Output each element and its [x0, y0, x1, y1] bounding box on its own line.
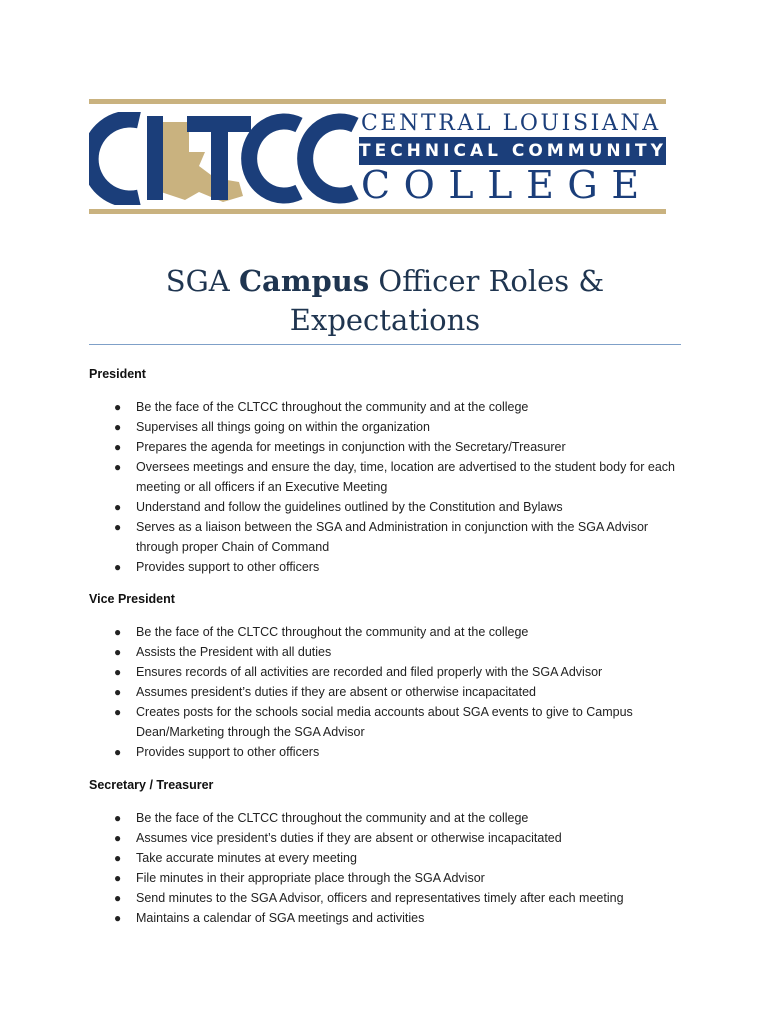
logo-top-rule — [89, 99, 666, 104]
list-item: ● Prepares the agenda for meetings in conjunction with the Secretary/Treasurer — [114, 440, 566, 454]
list-item: ● Maintains a calendar of SGA meetings and activities — [114, 911, 425, 925]
list-item: ● Supervises all things going on within the organization — [114, 420, 430, 434]
bullet-list — [89, 808, 689, 928]
list-item: ● Serves as a liaison between the SGA and Administration in conjunction with the SGA Advisor through proper Chain of Command — [114, 520, 649, 554]
section-heading: President — [89, 367, 146, 381]
section-president — [89, 364, 689, 577]
list-item: ● Be the face of the CLTCC throughout the community and at the college — [114, 400, 529, 414]
section-secretary-treasurer — [89, 775, 689, 928]
logo-letter-c3 — [305, 122, 355, 196]
list-item: ● Be the face of the CLTCC throughout the community and at the college — [114, 625, 529, 639]
title-underline — [89, 344, 681, 345]
section-heading: Secretary / Treasurer — [89, 778, 214, 792]
logo-text-central-louisiana: CENTRAL LOUISIANA — [361, 111, 661, 136]
list-item: ● Assists the President with all duties — [114, 645, 332, 659]
list-item: ● Take accurate minutes at every meeting — [114, 851, 357, 865]
logo-letter-c1 — [90, 119, 139, 199]
list-item: ● Assumes vice president’s duties if they are absent or otherwise incapacitated — [114, 831, 562, 845]
list-item: ● Assumes president’s duties if they are absent or otherwise incapacitated — [114, 685, 536, 699]
section-vice-president — [89, 589, 689, 762]
list-item: ● Provides support to other officers — [114, 560, 320, 574]
list-item: ● Ensures records of all activities are recorded and filed properly with the SGA Advisor — [114, 665, 603, 679]
page-title: SGA Campus Officer Roles & Expectations — [165, 264, 605, 337]
logo-text-technical-community: TECHNICAL COMMUNITY — [359, 137, 666, 165]
list-item: ● Be the face of the CLTCC throughout the community and at the college — [114, 811, 529, 825]
logo-text-college: COLLEGE — [361, 163, 653, 207]
cltcc-logo-mark — [89, 112, 359, 205]
logo-letter-l — [147, 116, 163, 200]
louisiana-state-shape — [149, 122, 243, 202]
list-item: ● Understand and follow the guidelines outlined by the Constitution and Bylaws — [114, 500, 563, 514]
logo-letter-c2 — [249, 122, 299, 196]
logo-bottom-rule — [89, 209, 666, 214]
logo-letter-t-stem — [211, 116, 228, 200]
bullet-list — [89, 397, 689, 577]
list-item: ● Provides support to other officers — [114, 745, 320, 759]
list-item: ● Creates posts for the schools social media accounts about SGA events to give to Campus Dean/Marketing through the SGA Advisor — [114, 705, 633, 739]
bullet-list — [89, 622, 689, 762]
list-item: ● Oversees meetings and ensure the day, time, location are advertised to the student body for each meeting or all officers if an Executive Meeting — [114, 460, 675, 494]
list-item: ● File minutes in their appropriate place through the SGA Advisor — [114, 871, 485, 885]
section-heading: Vice President — [89, 592, 175, 606]
cltcc-logo — [89, 99, 666, 216]
list-item: ● Send minutes to the SGA Advisor, officers and representatives timely after each meeting — [114, 891, 624, 905]
